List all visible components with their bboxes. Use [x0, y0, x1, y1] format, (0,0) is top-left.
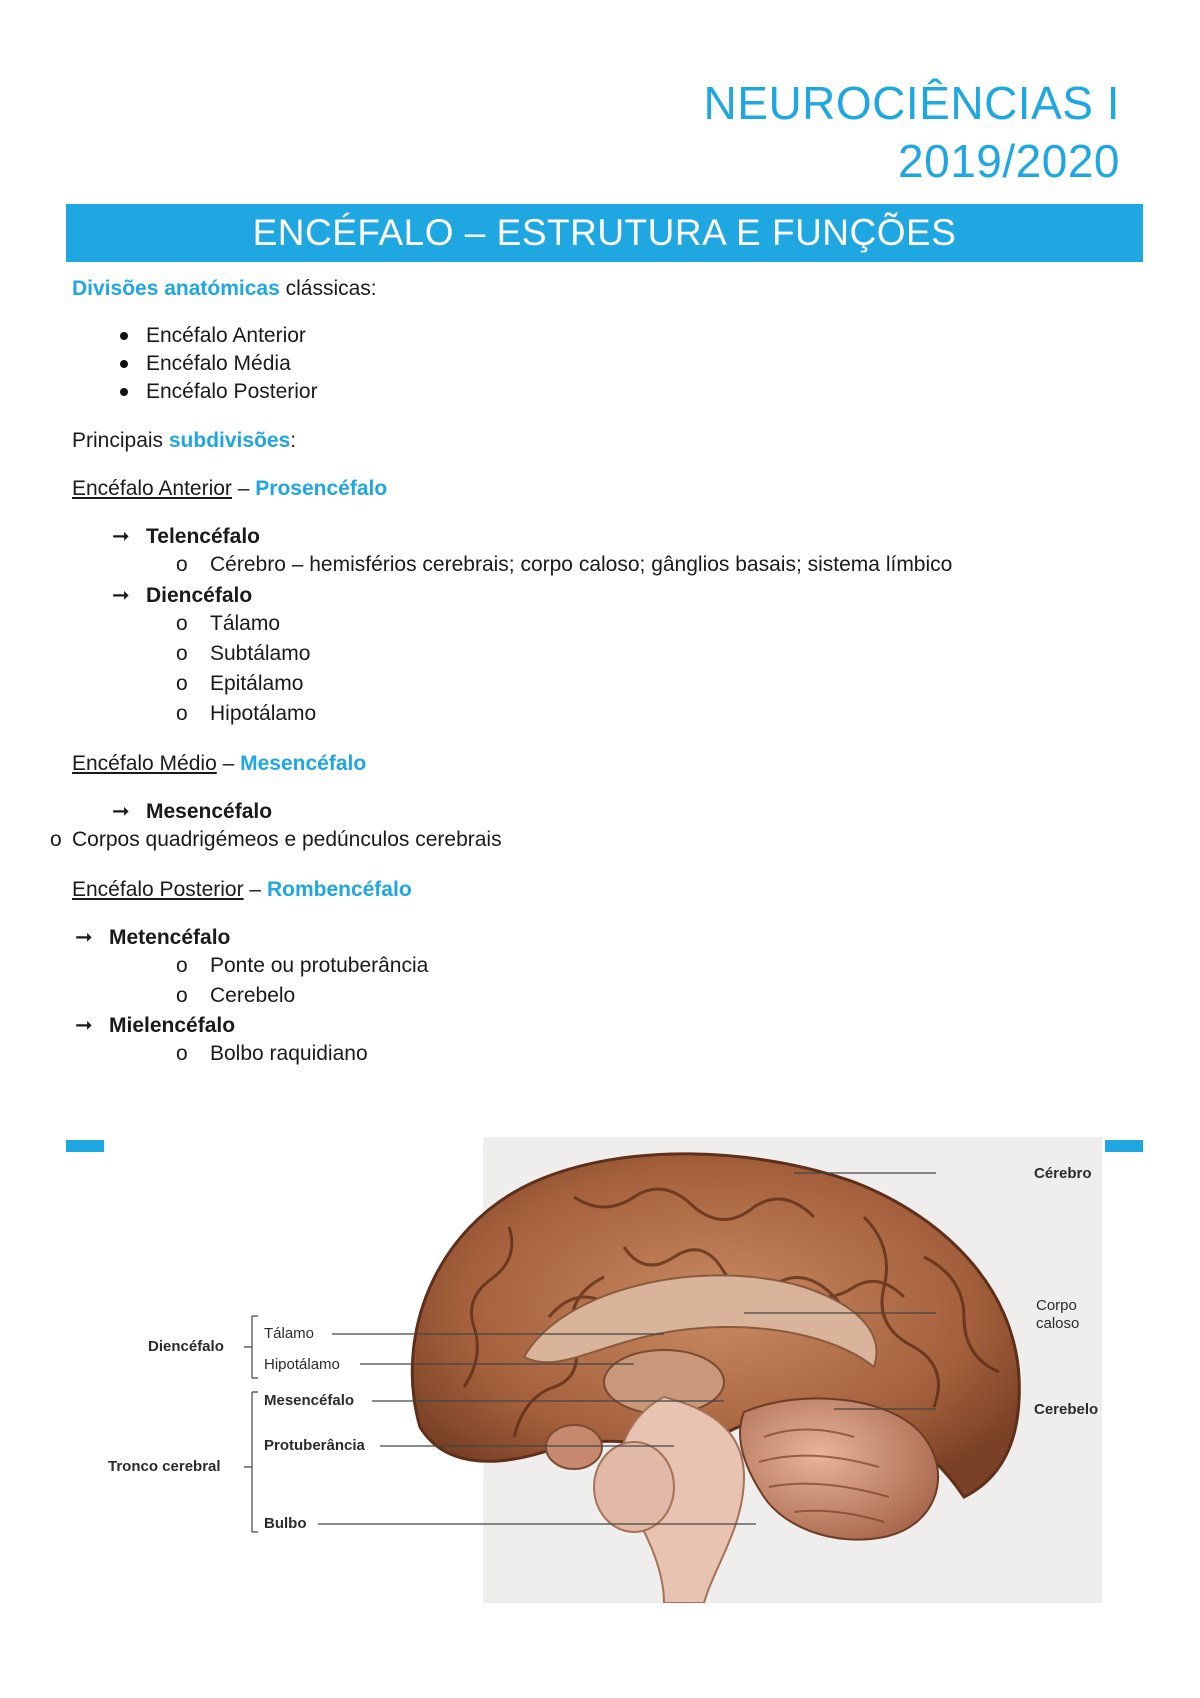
circle-bullet-icon: o: [176, 984, 188, 1007]
label-talamo: Tálamo: [264, 1325, 315, 1342]
sub-list-item: o Hipotálamo: [176, 702, 317, 725]
decorative-bar-right: [1105, 1140, 1143, 1152]
list-item: [146, 351, 291, 377]
label-bulbo: Bulbo: [264, 1515, 307, 1532]
label-hipotalamo: Hipotálamo: [264, 1356, 340, 1373]
bullet-icon: [120, 360, 128, 368]
brain-figure: [104, 1137, 1102, 1603]
label-corpo-caloso-line1: Corpo: [1036, 1297, 1077, 1314]
mielencefalo-item: ➞ Mielencéfalo: [75, 1014, 236, 1037]
prosencefalo-label: Prosencéfalo: [255, 477, 388, 500]
label-cerebro: Cérebro: [1034, 1165, 1092, 1182]
circle-bullet-icon: o: [176, 672, 188, 695]
arrow-icon: ➞: [112, 584, 130, 607]
circle-bullet-icon: o: [176, 553, 188, 576]
sub-list-item: o Cérebro – hemisférios cerebrais; corpo caloso; gânglios basais; sistema límbico: [176, 553, 953, 576]
intro-rest: clássicas:: [279, 277, 377, 300]
intro-highlight: Divisões anatómicas: [72, 277, 280, 300]
section-banner: ENCÉFALO – ESTRUTURA E FUNÇÕES: [66, 204, 1143, 262]
decorative-bar-left: [66, 1140, 104, 1152]
subdivisions-heading: Principais subdivisões:: [72, 429, 297, 452]
intro-paragraph: [72, 276, 377, 302]
academic-year: 2019/2020: [898, 135, 1120, 187]
division-label: Encéfalo Média: [146, 352, 291, 375]
circle-bullet-icon: o: [176, 954, 188, 977]
diencefalo-item: ➞ Diencéfalo: [112, 584, 253, 607]
arrow-icon: ➞: [75, 926, 93, 949]
label-cerebelo: Cerebelo: [1034, 1401, 1099, 1418]
sub-list-item: o Cerebelo: [176, 984, 296, 1007]
pons-shape: [594, 1442, 674, 1532]
anterior-heading: Encéfalo Anterior – Prosencéfalo: [72, 477, 388, 500]
sub-list-item: o Bolbo raquidiano: [176, 1042, 368, 1065]
telencefalo-item: ➞ Telencéfalo: [112, 525, 260, 548]
label-mesencefalo: Mesencéfalo: [264, 1392, 355, 1409]
list-item: [146, 379, 318, 405]
brain-illustration: [104, 1137, 1102, 1603]
pituitary-shape: [546, 1425, 602, 1469]
arrow-icon: ➞: [112, 800, 130, 823]
course-title: NEUROCIÊNCIAS I: [703, 77, 1120, 129]
posterior-heading: Encéfalo Posterior – Rombencéfalo: [72, 878, 412, 901]
label-tronco-cerebral: Tronco cerebral: [108, 1458, 221, 1475]
sub-list-item: o Ponte ou protuberância: [176, 954, 429, 977]
document-header: [420, 74, 1120, 190]
rombencefalo-label: Rombencéfalo: [266, 878, 412, 901]
metencefalo-item: ➞ Metencéfalo: [75, 926, 231, 949]
label-corpo-caloso-line2: caloso: [1036, 1315, 1080, 1332]
division-label: Encéfalo Anterior: [146, 324, 306, 347]
mesencefalo-item: ➞ Mesencéfalo: [112, 800, 273, 823]
arrow-icon: ➞: [75, 1014, 93, 1037]
list-item: [146, 323, 306, 349]
circle-bullet-icon: o: [176, 1042, 188, 1065]
label-protuberancia: Protuberância: [264, 1437, 365, 1454]
circle-bullet-icon: o: [176, 702, 188, 725]
subdivisions-highlight: subdivisões: [168, 429, 291, 452]
circle-bullet-icon: o: [50, 828, 62, 851]
sub-list-item: o Tálamo: [176, 612, 281, 635]
bullet-icon: [120, 332, 128, 340]
mesencefalo-label: Mesencéfalo: [240, 752, 367, 775]
label-diencefalo: Diencéfalo: [148, 1338, 224, 1355]
circle-bullet-icon: o: [176, 642, 188, 665]
circle-bullet-icon: o: [176, 612, 188, 635]
sub-list-item: o Corpos quadrigémeos e pedúnculos cerebrais: [50, 828, 502, 851]
bullet-icon: [120, 388, 128, 396]
division-label: Encéfalo Posterior: [146, 380, 318, 403]
arrow-icon: ➞: [112, 525, 130, 548]
sub-list-item: o Subtálamo: [176, 642, 311, 665]
sub-list-item: o Epitálamo: [176, 672, 304, 695]
medio-heading: Encéfalo Médio – Mesencéfalo: [72, 752, 367, 775]
